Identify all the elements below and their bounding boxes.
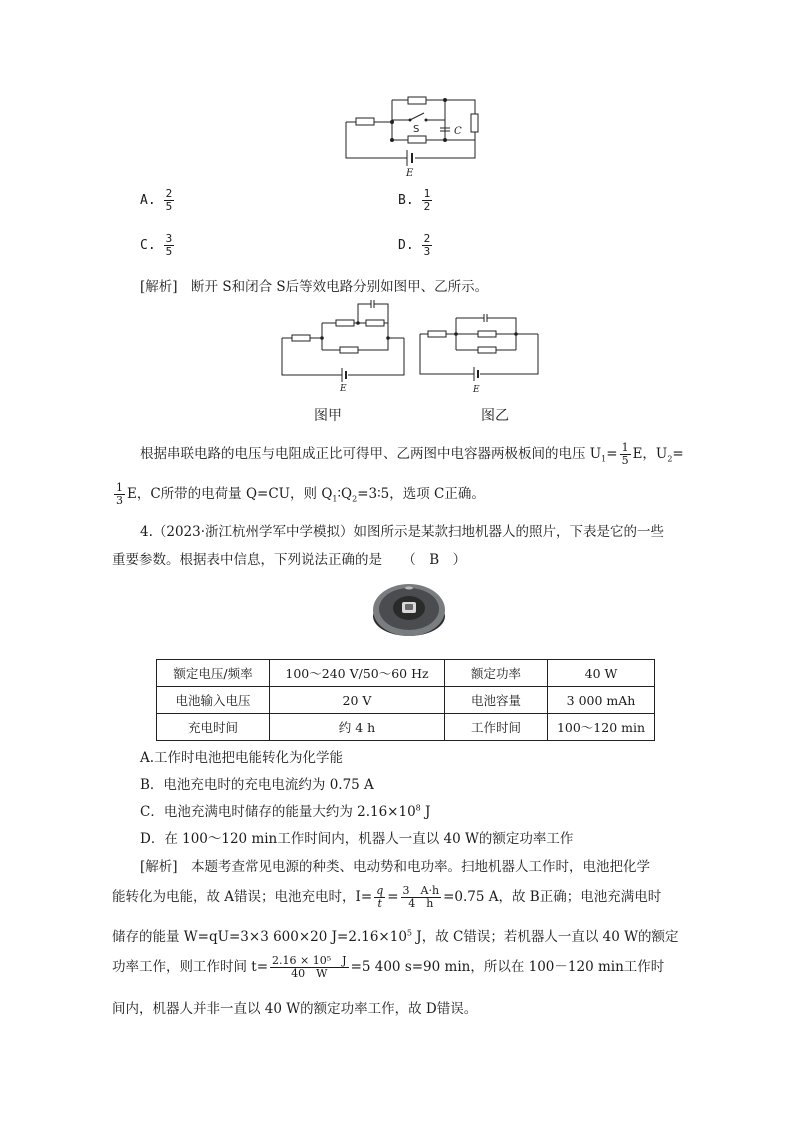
table-cell: 电池输入电压 [157, 687, 270, 714]
circuit-diagram-top [340, 90, 490, 180]
table-cell: 额定电压/频率 [157, 660, 270, 687]
caption-yi: 图乙 [481, 408, 509, 424]
option-b[interactable]: B. $\frac{1}{2}$ [398, 187, 431, 213]
analysis-2-line-5: 间内，机器人并非一直以 40 W的额定功率工作，故 D错误。 [112, 1001, 478, 1017]
question-4-line-1: 4.（2023·浙江杭州学军中学模拟）如图所示是某款扫地机器人的照片，下表是它的一些 [140, 524, 665, 540]
table-row [157, 714, 655, 741]
analysis-1-line-1: 根据串联电路的电压与电阻成正比可得甲、乙两图中电容器两极板间的电压 $U_1=$ $\frac{1}{5}$ E，$U_2=$ [140, 441, 684, 467]
choice-c[interactable]: C．电池充满电时储存的能量大约为 $2.16\times 10^8$ J [140, 803, 431, 820]
choice-d[interactable]: D．在 100～120 min工作时间内，机器人一直以 40 W的额定功率工作 [140, 831, 574, 847]
caption-jia: 图甲 [314, 408, 342, 424]
analysis-2-line-2: 能转化为电能，故 A错误；电池充电时，I= $\frac{q}{t}$ = $\frac{3 A\cdot h}{4 h}$ =0.75 A，故 B正确；电池充满电时 [112, 884, 662, 910]
emf-label-yi: E [473, 385, 480, 394]
capacitor-label: C [454, 126, 462, 137]
option-c[interactable]: C. $\frac{3}{5}$ [140, 232, 173, 258]
analysis-2-line-4: 功率工作，则工作时间 t= $\frac{\text{2.16 × 10⁵ J}}{40 W}$ =5 400 s=90 min，所以在 100－120 min工作时 [112, 954, 665, 980]
table-cell: 工作时间 [445, 714, 548, 741]
choice-b[interactable]: B．电池充电时的充电电流约为 0.75 A [140, 777, 374, 793]
table-cell: 40 W [548, 660, 655, 687]
circuit-diagram-jia [278, 298, 408, 393]
analysis-1-header: [解析] 断开 S和闭合 S后等效电路分别如图甲、乙所示。 [140, 279, 489, 295]
robot-vacuum-image [366, 576, 452, 640]
table-cell: 充电时间 [157, 714, 270, 741]
emf-label-jia: E [340, 384, 347, 393]
option-d[interactable]: D. $\frac{2}{3}$ [398, 232, 431, 258]
table-cell: 额定功率 [445, 660, 548, 687]
analysis-2-line-1: [解析] 本题考查常见电源的种类、电动势和电功率。扫地机器人工作时，电池把化学 [140, 859, 651, 875]
choice-a[interactable]: A.工作时电池把电能转化为化学能 [140, 750, 344, 766]
analysis-1-line-2: $\frac{1}{3}$ E，C所带的电荷量 Q=CU，则 $Q_1∶Q_2=3∶5$，选项 C正确。 [116, 481, 485, 507]
table-cell: 100～120 min [548, 714, 655, 741]
circuit-diagram-yi [416, 304, 544, 394]
emf-label: E [406, 168, 414, 179]
switch-label: S [413, 124, 420, 135]
table-cell: 20 V [270, 687, 445, 714]
analysis-2-line-3: 储存的能量 W=qU=3×3 600×20 $J=2.16\times 10^5$ J，故 C错误；若机器人一直以 40 W的额定 [112, 928, 679, 945]
table-cell: 约 4 h [270, 714, 445, 741]
question-4-line-2: 重要参数。根据表中信息，下列说法正确的是 （ B ） [112, 552, 467, 568]
table-cell: 3 000 mAh [548, 687, 655, 714]
option-a[interactable]: A. $\frac{2}{5}$ [140, 187, 173, 213]
parameters-table [156, 659, 655, 741]
table-cell: 电池容量 [445, 687, 548, 714]
table-row [157, 687, 655, 714]
table-cell: 100～240 V/50～60 Hz [270, 660, 445, 687]
table-row [157, 660, 655, 687]
